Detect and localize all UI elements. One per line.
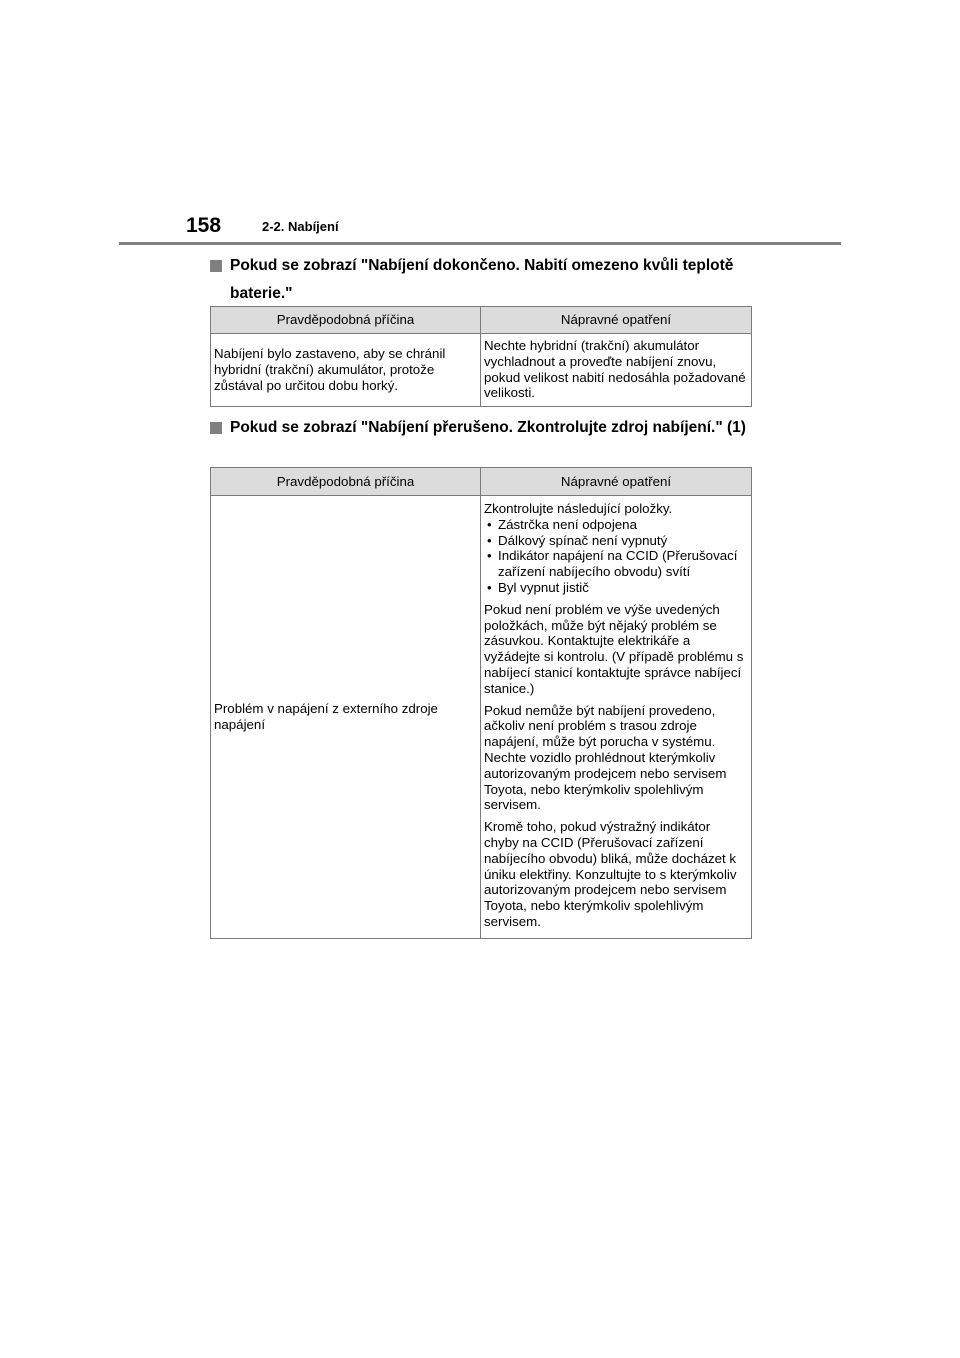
remedy-paragraph: Kromě toho, pokud výstražný indikátor chyby na CCID (Přerušovací zařízení nabíjecího obvodu) bliká, může docházet k úniku elektřiny. Konzultujte to s kterýmkoliv autorizovaným prodejcem nebo servisem Toyota, nebo kterýmkoliv spolehlivým servisem. <box>484 819 737 929</box>
table-row <box>211 496 752 939</box>
section-label: 2-2. Nabíjení <box>262 219 339 234</box>
bullet-icon: • <box>487 579 492 595</box>
column-header-cause: Pravděpodobná příčina <box>211 307 481 334</box>
remedy-paragraph: Pokud není problém ve výše uvedených položkách, může být nějaký problém se zásuvkou. Kontaktujte elektrikáře a vyžádejte si kontrolu. (V případě problému s nabíjecí stanicí kontaktujte správce nabíjecí stanice.) <box>484 601 744 696</box>
column-header-remedy: Nápravné opatření <box>481 307 752 334</box>
remedy-cell <box>481 496 752 939</box>
bullet-icon: • <box>487 532 492 548</box>
remedy-paragraph: Pokud nemůže být nabíjení provedeno, ačkoliv není problém s trasou zdroje napájení, může být porucha v systému. Nechte vozidlo prohlédnout kterýmkoliv autorizovaným prodejcem nebo servisem Toyota, nebo kterýmkoliv spolehlivým servisem. <box>484 702 727 813</box>
column-header-remedy: Nápravné opatření <box>481 468 752 496</box>
header-rule <box>119 242 841 245</box>
info-table <box>210 306 752 407</box>
square-bullet-icon <box>210 260 222 272</box>
list-item-text: Dálkový spínač není vypnutý <box>498 532 668 548</box>
page-number: 158 <box>186 214 222 237</box>
section-heading <box>210 252 770 308</box>
list-item <box>484 580 748 596</box>
section-heading-text: Pokud se zobrazí "Nabíjení přerušeno. Zkontrolujte zdroj nabíjení." (1) <box>230 419 746 436</box>
list-item <box>484 517 748 533</box>
square-bullet-icon <box>210 422 222 434</box>
column-header-cause: Pravděpodobná příčina <box>211 468 481 496</box>
cause-cell: Problém v napájení z externího zdroje napájení <box>211 496 481 939</box>
cause-cell: Nabíjení bylo zastaveno, aby se chránil hybridní (trakční) akumulátor, protože zůstával po určitou dobu horký. <box>211 334 481 407</box>
table-header-row <box>211 468 752 496</box>
info-table <box>210 467 752 939</box>
list-item <box>484 533 748 549</box>
list-item <box>484 548 748 580</box>
table-row <box>211 334 752 407</box>
bullet-icon: • <box>487 548 492 564</box>
list-item-text: Zástrčka není odpojena <box>498 516 637 532</box>
list-item-text: Indikátor napájení na CCID (Přerušovací zařízení nabíjecího obvodu) svítí <box>498 548 738 580</box>
remedy-cell: Nechte hybridní (trakční) akumulátor vychladnout a proveďte nabíjení znovu, pokud velikost nabití nedosáhla požadované velikosti. <box>481 334 752 407</box>
list-item-text: Byl vypnut jistič <box>498 579 589 595</box>
check-list <box>484 517 748 596</box>
section-heading <box>210 414 770 442</box>
section-heading-text: Pokud se zobrazí "Nabíjení dokončeno. Nabití omezeno kvůli teplotě baterie." <box>230 257 734 302</box>
table-header-row <box>211 307 752 334</box>
bullet-icon: • <box>487 516 492 532</box>
remedy-intro: Zkontrolujte následující položky. <box>484 501 673 516</box>
